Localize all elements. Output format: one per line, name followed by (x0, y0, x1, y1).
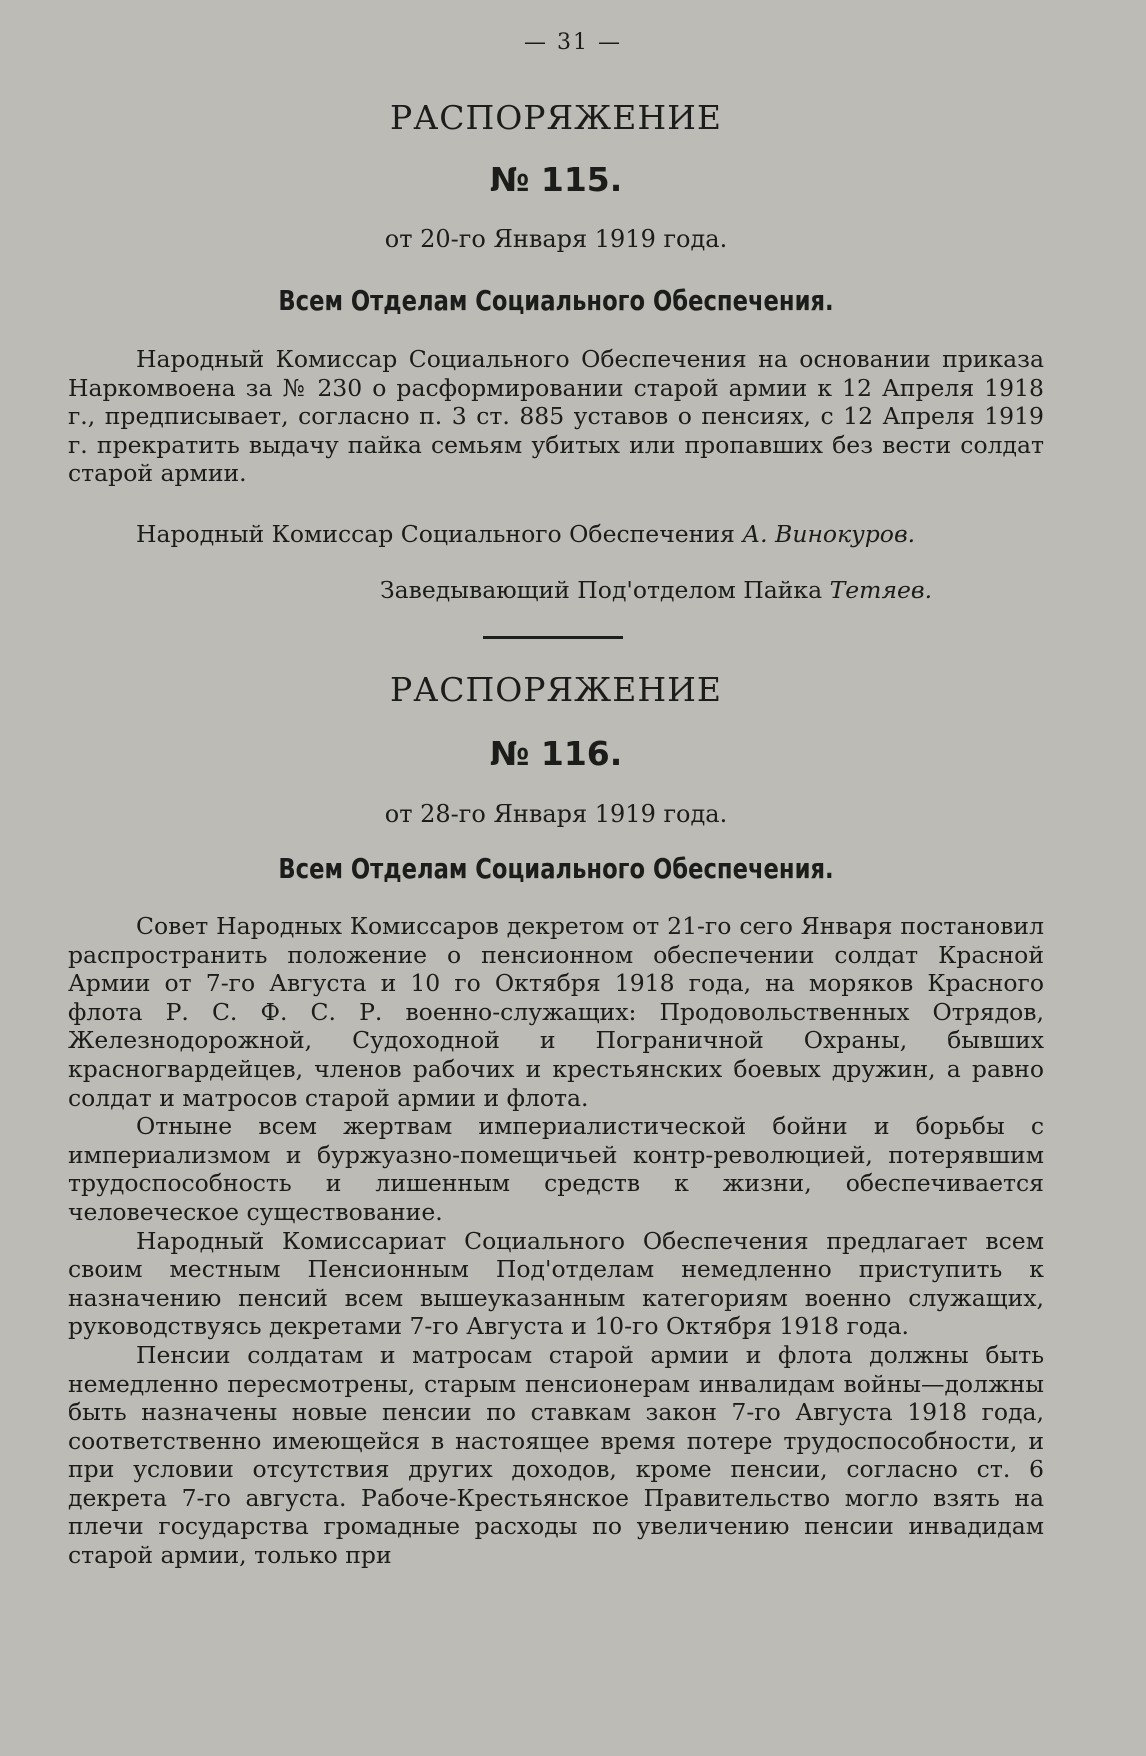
order-115-body-wrap (68, 345, 1044, 488)
signature-2-name: Тетяев. (829, 576, 933, 604)
signature-2-role: Заведывающий Под'отделом Пайка (380, 576, 823, 604)
order-115-number-wrap (68, 160, 1044, 199)
order-115-signature-1 (136, 520, 1036, 548)
order-116-body (68, 912, 1044, 1570)
order-115-addressee: Всем Отделам Социального Обеспечения. (278, 284, 834, 317)
order-116-number-wrap (68, 734, 1044, 773)
order-115-addressee-wrap (68, 284, 1044, 317)
order-116-date-wrap (68, 800, 1044, 828)
order-116-addressee: Всем Отделам Социального Обеспечения. (278, 852, 834, 885)
order-115 (68, 98, 1044, 137)
order-115-date: от 20-го Января 1919 года. (384, 225, 728, 253)
order-115-body: Народный Комиссар Социального Обеспечения на основании приказа Наркомвоена за № 230 о расформировании старой армии к 12 Апреля 1918 г., предписывает, согласно п. 3 ст. 885 уставов о пенсиях, с 12 Апреля 1919 г. прекратить выдачу пайка семьям убитых или пропавших без вести солдат старой армии. (68, 345, 1044, 488)
order-115-date-wrap (68, 225, 1044, 253)
signature-1-role: Народный Комиссар Социального Обеспечения (136, 520, 735, 548)
page-number: — 31 — (524, 30, 622, 55)
order-115-number: № 115. (489, 160, 623, 199)
order-116-title: РАСПОРЯЖЕНИЕ (390, 670, 722, 709)
signature-1-name: А. Винокуров. (742, 520, 916, 548)
order-116-paragraph-1: Совет Народных Комиссаров декретом от 21-го сего Января постановил распространить положение о пенсионном обеспечении солдат Красной Армии от 7-го Августа и 10 го Октября 1918 года, на моряков Красного флота Р. С. Ф. С. Р. военно-служащих: Продовольственных Отрядов, Железнодорожной, Судоходной и Пограничной Охраны, бывших красногвардейцев, членов рабочих и крестьянских боевых дружин, а равно солдат и матросов старой армии и флота. (68, 912, 1044, 1112)
order-116-date: от 28-го Января 1919 года. (384, 800, 728, 828)
order-116-title-wrap (68, 670, 1044, 709)
order-116-paragraph-2: Отныне всем жертвам империалистической бойни и борьбы с империализмом и буржуазно-помещичьей контр-революцией, потерявшим трудоспособность и лишенным средств к жизни, обеспечивается человеческое существование. (68, 1112, 1044, 1226)
order-115-title: РАСПОРЯЖЕНИЕ (390, 98, 722, 137)
order-116-paragraph-4: Пенсии солдатам и матросам старой армии и флота должны быть немедленно пересмотрены, старым пенсионерам инвалидам войны—должны быть назначены новые пенсии по ставкам закон 7-го Августа 1918 года, соответственно имеющейся в настоящее время потере трудоспособности, и при условии отсутствия других доходов, кроме пенсии, согласно ст. 6 декрета 7-го августа. Рабоче-Крестьянское Правительство могло взять на плечи государства громадные расходы по увеличению пенсии инвадидам старой армии, только при (68, 1340, 1044, 1570)
order-115-signature-2 (380, 576, 1030, 604)
order-116-paragraph-3: Народный Комиссариат Социального Обеспечения предлагает всем своим местным Пенсионным Под'отделам немедленно приступить к назначению пенсий всем вышеуказанным категориям военно служащих, руководствуясь декретами 7-го Августа и 10-го Октября 1918 года. (68, 1226, 1044, 1341)
order-116-number: № 116. (489, 734, 623, 773)
order-116-addressee-wrap (68, 852, 1044, 885)
section-divider (483, 636, 623, 639)
